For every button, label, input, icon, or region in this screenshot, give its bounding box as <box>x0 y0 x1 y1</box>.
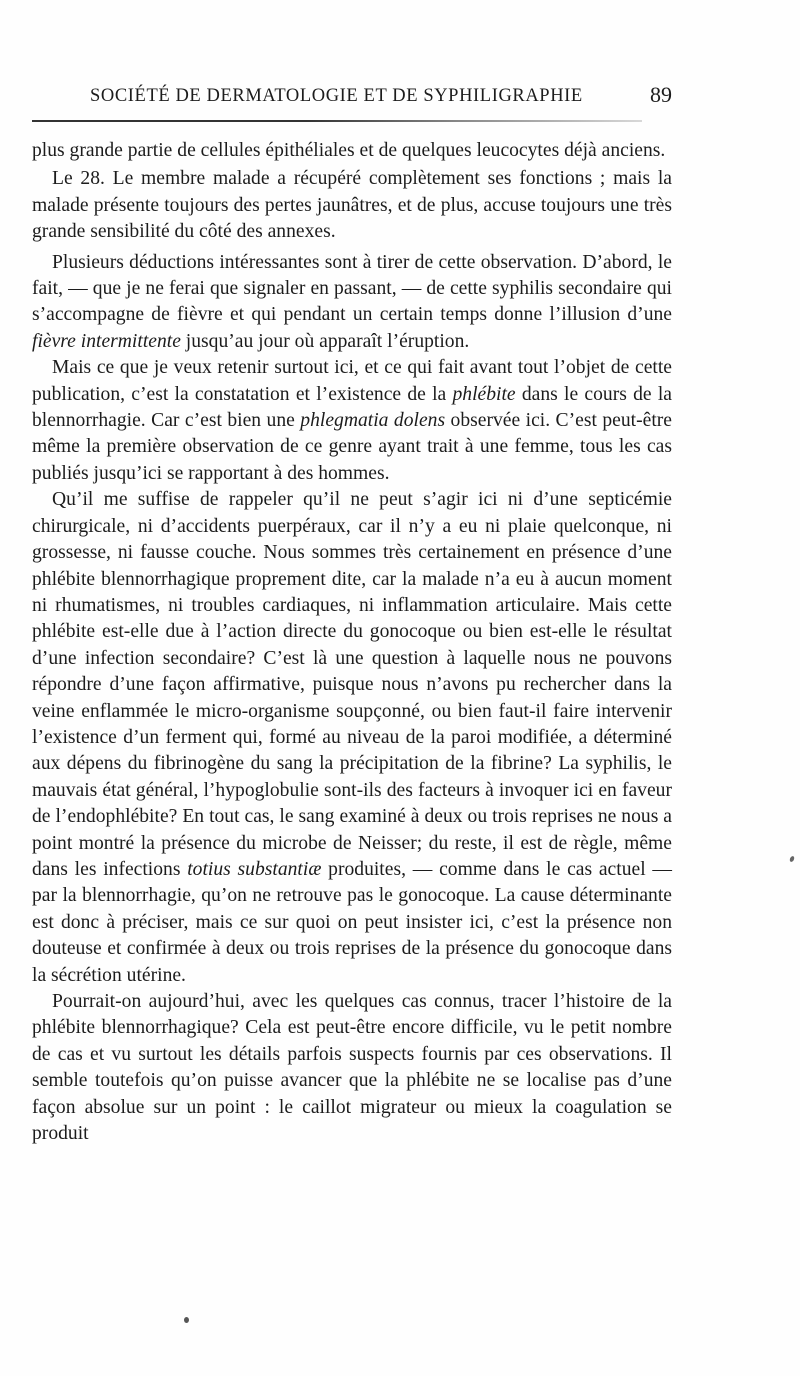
ink-spot <box>184 1317 189 1323</box>
paragraph-1 <box>32 138 672 164</box>
paragraph-4-italic-1: phlébite <box>452 383 516 405</box>
paragraph-2 <box>32 166 672 245</box>
paragraph-4-text-c: observée ici. C’est peut-être même la première observation de ce genre ayant trait à une femme, tous les cas publiés jusqu’ici se rapportant à des hommes. <box>32 410 672 484</box>
body-text <box>32 138 672 1147</box>
paragraph-4-text-b: dans le cours de la blennorrhagie. Car c’est bien une <box>32 383 673 432</box>
paragraph-4-text-a: Mais ce que je veux retenir surtout ici, et ce qui fait avant tout l’objet de cette publication, c’est la constatation et l’existence de la <box>32 357 672 405</box>
paragraph-6-text: Pourrait-on aujourd’hui, avec les quelques cas connus, tracer l’histoire de la phlébite blennorrhagique? Cela est peut-être encore difficile, vu le petit nombre de cas et vu surtout les détails parfois suspects fournis par ces observations. Il semble toutefois qu’on puisse avancer que la phlébite ne se localise pas d’une façon absolue sur un point : le caillot migrateur ou mieux la coagulation se produit <box>32 991 672 1145</box>
paragraph-3-text-a: Plusieurs déductions intéressantes sont à tirer de cette observation. D’abord, le fait, — que je ne ferai que signaler en passant, — de cette syphilis secondaire qui s’accompagne de fièvre et qui pendant un certain temps donne l’illusion d’une <box>32 251 672 326</box>
paragraph-2-text: Le 28. Le membre malade a récupéré complètement ses fonctions ; mais la malade présente toujours des pertes jaunâtres, et de plus, accuse toujours une très grande sensibilité du côté des annexes. <box>32 168 672 243</box>
paragraph-5 <box>32 487 672 989</box>
paragraph-5-text-a: Qu’il me suffise de rappeler qu’il ne peut s’agir ici ni d’une septicémie chirurgicale, ni d’accidents puerpéraux, car il n’y a eu ni plaie quelconque, ni grossesse, ni fausse couche. Nous sommes très certainement en présence d’une phlébite blennorrhagique proprement dite, car la malade n’a eu à aucun moment ni rhumatismes, ni troubles cardiaques, ni inflammation articulaire. Mais cette phlébite est-elle due à l’action directe du gonocoque ou bien est-elle le résultat d’une infection secondaire? C’est là une question à laquelle nous ne pouvons répondre d’une façon affirmative, puisque nous n’avons pu rechercher dans la veine enflammée le micro-organisme soupçonné, ou bien faut-il faire intervenir l’existence d’un ferment qui, formé au niveau de la paroi modifiée, a déterminé aux dépens du fibrinogène du sang la précipitation de la fibrine? La syphilis, le mauvais état général, l’hypoglobulie sont-ils des facteurs à invoquer ici en faveur de l’endophlébite? En tout cas, le sang examiné à deux ou trois reprises ne nous a point montré la présence du microbe de Neisser; du reste, il est de règle, même dans les infections <box>32 489 672 880</box>
paragraph-4 <box>32 355 672 487</box>
running-head <box>32 80 672 120</box>
running-title: SOCIÉTÉ DE DERMATOLOGIE ET DE SYPHILIGRAPHIE <box>90 86 583 106</box>
paragraph-3 <box>32 250 672 356</box>
page-number: 89 <box>650 82 672 107</box>
paragraph-5-text-b: produites, — comme dans le cas actuel — par la blennorrhagie, qu’on ne retrouve pas le gonocoque. La cause déterminante est donc à préciser, mais ce sur quoi on peut insister ici, c’est la présence non douteuse et confirmée à deux ou trois reprises de la présence du gonocoque dans la sécrétion utérine. <box>32 858 672 986</box>
margin-mark <box>789 855 795 862</box>
paragraph-3-italic: fièvre intermittente <box>32 330 181 352</box>
paragraph-1-text: plus grande partie de cellules épithéliales et de quelques leucocytes déjà anciens. <box>32 140 666 161</box>
paragraph-4-italic-2: phlegmatia dolens <box>300 410 446 432</box>
paragraph-5-italic: totius substantiæ <box>187 858 322 880</box>
paragraph-6 <box>32 989 672 1147</box>
header-rule <box>32 120 642 122</box>
paragraph-3-text-b: jusqu’au jour où apparaît l’éruption. <box>180 330 470 352</box>
